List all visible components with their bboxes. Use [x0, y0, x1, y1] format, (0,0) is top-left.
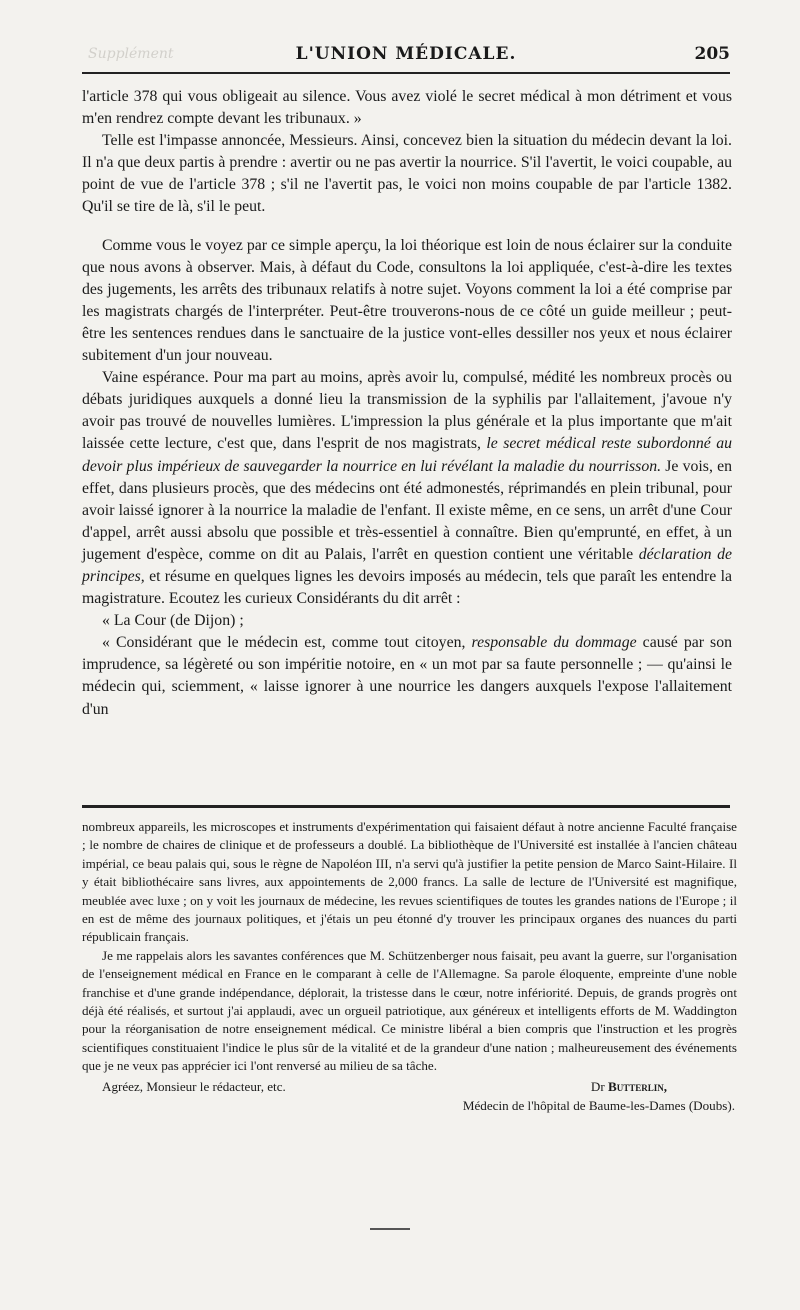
signature-title: Médecin de l'hôpital de Baume-les-Dames (Doubs). — [462, 1097, 735, 1113]
signature-name: Butterlin, — [607, 1078, 667, 1094]
running-head — [82, 44, 730, 66]
header-rule — [82, 72, 730, 74]
signature-line — [82, 1078, 737, 1097]
italic-emphasis: déclaration de principes, — [82, 545, 732, 585]
quote-paragraph — [82, 632, 732, 720]
footnote-rule — [82, 805, 730, 808]
footnote-paragraph: nombreux appareils, les microscopes et instruments d'expérimentation qui faisaient défaut à notre ancienne Faculté française ; le nombre de chaires de clinique et de professeurs a doublé. La bibliothèque de l'Université est installée à l'ancien château impérial, ce beau palais qui, sous le règne de Napoléon III, n'a servi qu'à justifier la petite pension de Marco Saint-Hilaire. Il y était bibliothécaire sans livres, aux appointements de 2,000 francs. La salle de lecture de l'Université est magnifique, meublée avec luxe ; on y voit les journaux de médecine, les revues scientifiques de toutes les grandes nations de l'Europe ; il en est de même des journaux politiques, et j'étais un peu étonné d'y trouver les principaux organes des nuances du parti républicain français. — [82, 819, 737, 945]
main-text — [82, 86, 732, 721]
quote-heading: « La Cour (de Dijon) ; — [102, 612, 244, 630]
signature — [591, 1078, 667, 1096]
signature-prefix: Dr — [590, 1078, 605, 1094]
bottom-mark — [370, 1228, 410, 1230]
paragraph: l'article 378 qui vous obligeait au silence. Vous avez violé le secret médical à mon détriment et vous m'en rendrez compte devant les tribunaux. » — [82, 88, 732, 128]
italic-emphasis: le secret médical reste subordonné au devoir plus impérieux de sauvegarder la nourrice en lui révélant la maladie du nourrisson. — [82, 435, 732, 475]
paragraph — [82, 367, 732, 610]
paragraph-text: Vaine espérance. Pour ma part au moins, après avoir lu, compulsé, médité les nombreux procès ou débats juridiques auxquels a donné lieu la transmission de la syphilis par l'allaitement, j'avoue n'y avoir pas trouvé de nouvelles lumières. L'impression la plus générale et la plus importante que m'ait laissée cette lecture, c'est que, dans l'esprit de nos magistrats, — [82, 369, 732, 453]
paragraph-text: Je vois, en effet, dans plusieurs procès, que des médecins ont été admonestés, réprimandés en plein tribunal, pour avoir laissé ignorer à la nourrice la maladie de l'enfant. Il existe même, en ce sens, un arrêt d'une Cour d'appel, arrêt aussi absolu que possible et très-essentiel à connaître. Bien qu'emprunté, en effet, à un jugement d'espèce, comme on dit au Palais, l'arrêt en question contient une véritable — [82, 457, 733, 563]
closing-formula: Agréez, Monsieur le rédacteur, etc. — [102, 1078, 286, 1094]
paragraph: Telle est l'impasse annoncée, Messieurs. Ainsi, concevez bien la situation du médecin devant la loi. Il n'a que deux partis à prendre : avertir ou ne pas avertir la nourrice. S'il l'avertit, le voici coupable, au point de vue de l'article 378 ; s'il ne l'avertit pas, le voici non moins coupable de par l'article 1382. Qu'il se tire de là, s'il le peut. — [82, 132, 732, 216]
footnote — [82, 818, 737, 1115]
quote-text: causé par son imprudence, sa légèreté ou son impéritie notoire, en « un mot par sa faute personnelle ; — qu'ainsi le médecin qui, sciemment, « laisse ignorer à une nourrice les dangers auxquels l'expose l'allaitement d'un — [82, 634, 732, 718]
footnote-paragraph: Je me rappelais alors les savantes conférences que M. Schützenberger nous faisait, peu avant la guerre, sur l'organisation de l'enseignement médical en France en le comparant à celle de l'Allemagne. Sa parole éloquente, empreinte d'une noble franchise et d'une grande indépendance, déplorait, la tristesse dans le cœur, notre infériorité. Depuis, de grands progrès ont déjà été réalisés, et surtout j'ai applaudi, avec un orgueil patriotique, aux généreux et intelligents efforts de M. Waddington pour la réorganisation de notre enseignement médical. Ce ministre libéral a bien compris que l'instruction et les progrès scientifiques constituaient l'indice le plus sûr de la vitalité et de la grandeur d'une nation ; malheureusement des événements que je ne veux pas apprécier ici l'ont renversé au milieu de sa tâche. — [82, 947, 737, 1074]
paragraph-text: et résume en quelques lignes les devoirs imposés au médecin, tels que paraît les entendre la magistrature. Ecoutez les curieux Considérants du dit arrêt : — [82, 567, 732, 608]
italic-emphasis: responsable du dommage — [471, 634, 637, 652]
quote-text: « Considérant que le médecin est, comme tout citoyen, — [102, 634, 472, 652]
supplement-label: Supplément — [88, 46, 174, 62]
paragraph: Comme vous le voyez par ce simple aperçu, la loi théorique est loin de nous éclairer sur la conduite que nous avons à observer. Mais, à défaut du Code, consultons la loi appliquée, c'est-à-dire les textes des jugements, les arrêts des tribunaux relatifs à notre sujet. Voyons comment la loi a été comprise par les magistrats chargés de l'interpréter. Peut-être trouverons-nous de ce côté un guide meilleur ; peut-être les sentences rendues dans le sanctuaire de la justice vont-elles dessiller nos yeux et nous éclairer subitement d'un jour nouveau. — [82, 236, 732, 365]
running-title: L'UNION MÉDICALE. — [295, 44, 517, 64]
page-number: 205 — [694, 44, 730, 64]
